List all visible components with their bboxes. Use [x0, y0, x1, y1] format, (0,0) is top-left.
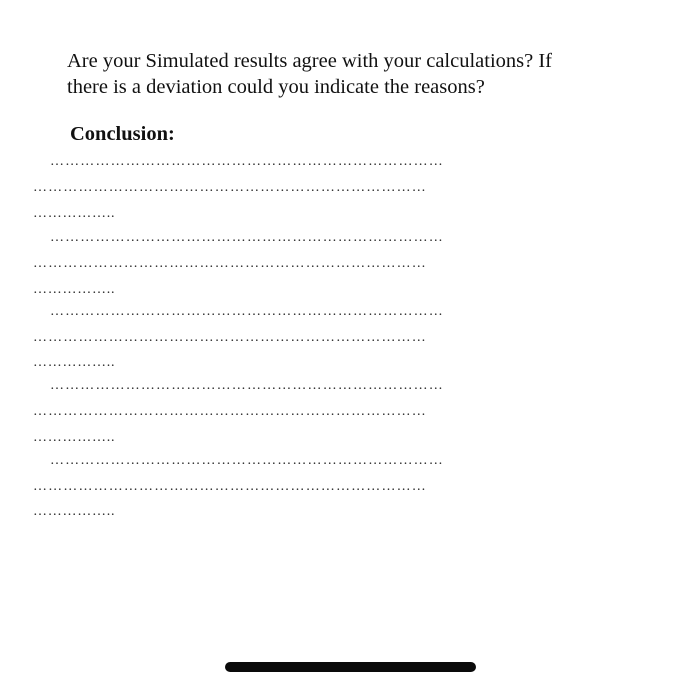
answer-dotted-line-short: ……………..	[33, 207, 116, 221]
answer-dotted-line: ……………………………………………………………………	[50, 231, 444, 245]
answer-dotted-line: ……………………………………………………………………	[33, 480, 427, 494]
question-line-1: Are your Simulated results agree with your calculations? If	[67, 50, 553, 72]
answer-dotted-line: ……………………………………………………………………	[33, 181, 427, 195]
answer-dotted-line: ……………………………………………………………………	[50, 379, 444, 393]
answer-dotted-line: ……………………………………………………………………	[50, 155, 444, 169]
home-indicator-bar[interactable]	[225, 662, 476, 672]
answer-dotted-line: ……………………………………………………………………	[50, 454, 444, 468]
question-text	[67, 48, 667, 100]
answer-dotted-line: ……………………………………………………………………	[50, 305, 444, 319]
answer-dotted-line-short: ……………..	[33, 356, 116, 370]
answer-dotted-line: ……………………………………………………………………	[33, 331, 427, 345]
question-line-2: there is a deviation could you indicate the reasons?	[67, 76, 485, 98]
answer-dotted-line: ……………………………………………………………………	[33, 257, 427, 271]
answer-dotted-line-short: ……………..	[33, 505, 116, 519]
conclusion-heading: Conclusion:	[70, 123, 175, 145]
answer-dotted-line-short: ……………..	[33, 283, 116, 297]
answer-dotted-line: ……………………………………………………………………	[33, 405, 427, 419]
answer-dotted-line-short: ……………..	[33, 431, 116, 445]
